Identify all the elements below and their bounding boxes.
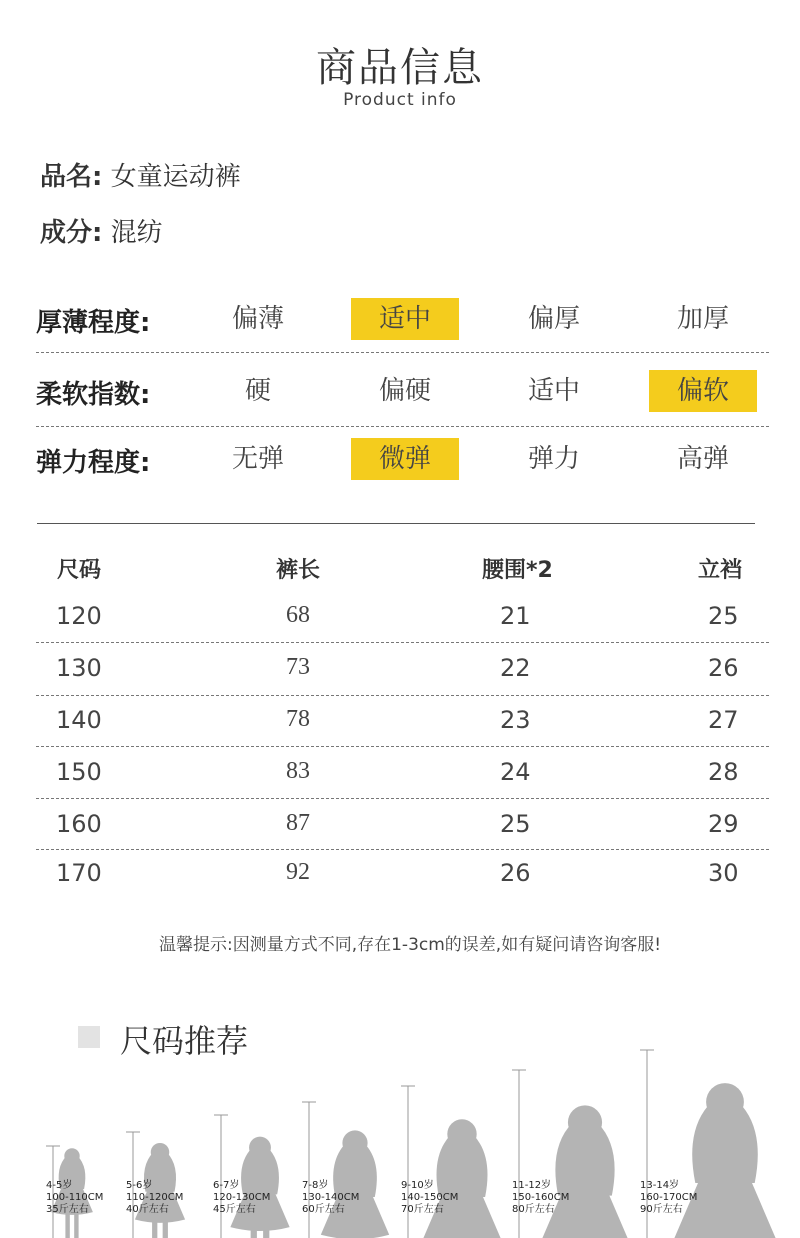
attr-option: 弹力 (527, 444, 580, 474)
cell-length: 73 (286, 654, 310, 680)
table-row (36, 810, 769, 862)
divider (36, 746, 769, 747)
cell-rise: 29 (708, 810, 739, 838)
divider (36, 642, 769, 643)
attr-option: 适中 (527, 376, 580, 406)
table-row (36, 859, 769, 911)
product-material-label: 成分: (40, 218, 103, 248)
table-top-rule (37, 523, 755, 524)
attr-label: 厚薄程度: (36, 308, 151, 338)
size-group-caption: 7-8岁 130-140CM 60斤左右 (302, 1180, 360, 1215)
size-group-caption: 13-14岁 160-170CM 90斤左右 (640, 1180, 698, 1215)
cell-rise: 30 (708, 859, 739, 887)
attr-option: 加厚 (676, 304, 729, 334)
page-title: 商品信息 (316, 45, 484, 91)
cell-rise: 25 (708, 602, 739, 630)
size-group-caption: 4-5岁 100-110CM 35斤左右 (46, 1180, 104, 1215)
attr-row-elasticity (36, 432, 769, 492)
table-header-length: 裤长 (276, 558, 321, 583)
size-group-caption: 5-6岁 110-120CM 40斤左右 (126, 1180, 184, 1215)
cell-rise: 26 (708, 654, 739, 682)
cell-size: 150 (56, 758, 102, 786)
product-name-line (40, 156, 241, 193)
product-name-value: 女童运动裤 (110, 162, 241, 192)
attr-option: 硬 (244, 376, 271, 406)
child-silhouette (422, 1119, 502, 1238)
size-group-caption: 11-12岁 150-160CM 80斤左右 (512, 1180, 570, 1215)
attr-option-selected: 偏软 (649, 370, 757, 412)
product-name-label: 品名: (40, 162, 103, 192)
cell-rise: 27 (708, 706, 739, 734)
cell-waist: 25 (500, 810, 531, 838)
cell-rise: 28 (708, 758, 739, 786)
attr-option-selected: 微弹 (351, 438, 459, 480)
table-header-rise: 立裆 (698, 558, 743, 583)
cell-length: 83 (286, 758, 310, 784)
cell-size: 160 (56, 810, 102, 838)
product-material-line (40, 212, 163, 249)
divider (36, 352, 769, 353)
attr-label: 柔软指数: (36, 380, 151, 410)
attr-option: 偏厚 (527, 304, 580, 334)
size-group-caption: 9-10岁 140-150CM 70斤左右 (401, 1180, 459, 1215)
divider (36, 695, 769, 696)
cell-length: 78 (286, 706, 310, 732)
child-silhouette (539, 1105, 632, 1238)
attr-row-softness (36, 364, 769, 424)
cell-waist: 24 (500, 758, 531, 786)
cell-size: 120 (56, 602, 102, 630)
attr-label: 弹力程度: (36, 448, 151, 478)
size-recommendation-figures (0, 1040, 800, 1238)
size-group-caption: 6-7岁 120-130CM 45斤左右 (213, 1180, 271, 1215)
measurement-tip: 温馨提示:因测量方式不同,存在1-3cm的误差,如有疑问请咨询客服! (158, 935, 662, 955)
divider (36, 849, 769, 850)
cell-waist: 21 (500, 602, 531, 630)
divider (36, 798, 769, 799)
page-subtitle: Product info (343, 90, 457, 110)
attr-row-thickness (36, 292, 769, 352)
cell-length: 68 (286, 602, 310, 628)
cell-length: 92 (286, 859, 310, 885)
table-row (36, 602, 769, 654)
table-header-size: 尺码 (57, 558, 102, 583)
attr-option: 无弹 (231, 444, 284, 474)
cell-size: 170 (56, 859, 102, 887)
cell-size: 140 (56, 706, 102, 734)
cell-length: 87 (286, 810, 310, 836)
cell-size: 130 (56, 654, 102, 682)
attr-option-selected: 适中 (351, 298, 459, 340)
table-row (36, 758, 769, 810)
size-recommendation-title: 尺码推荐 (120, 1022, 249, 1060)
cell-waist: 23 (500, 706, 531, 734)
cell-waist: 26 (500, 859, 531, 887)
table-header-waist: 腰围*2 (482, 558, 553, 583)
cell-waist: 22 (500, 654, 531, 682)
divider (36, 426, 769, 427)
attr-option: 偏薄 (231, 304, 284, 334)
table-row (36, 706, 769, 758)
attr-option: 高弹 (676, 444, 729, 474)
product-material-value: 混纺 (110, 218, 163, 248)
attr-option: 偏硬 (378, 376, 431, 406)
table-row (36, 654, 769, 706)
